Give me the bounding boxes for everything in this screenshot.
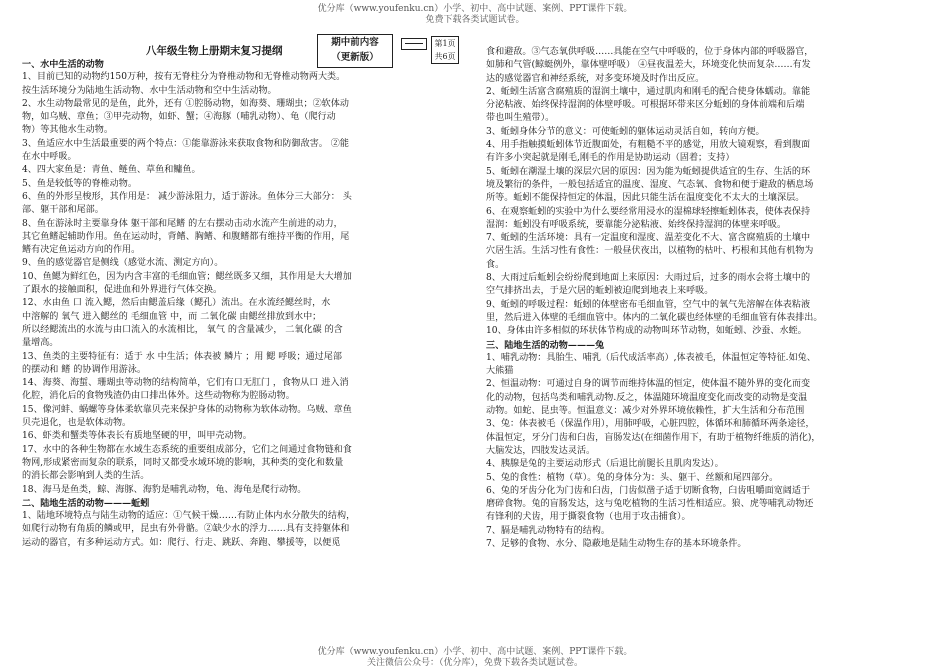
text-line: 18、海马是鱼类，鲸、海豚、海豹是哺乳动物，龟、海龟是爬行动物。	[22, 484, 307, 495]
text-line: 的消长都会影响到人类的生活。	[22, 471, 150, 482]
text-line: 二、陆地生活的动物———蚯蚓	[22, 497, 150, 509]
text-line: 7、膈是哺乳动物特有的结构。	[486, 525, 611, 536]
text-line: 2、恒温动物：可通过自身的调节而维持体温的恒定，使体温不随外界的变化而变	[486, 379, 811, 390]
text-line: 化腔，消化后的食物残渣仍由口排出体外。这些动物称为腔肠动物。	[22, 391, 295, 402]
text-line: 里，然后进入体壁的毛细血管中。体内的二氧化碳也经体壁的毛细血管有体表排出。	[486, 312, 823, 323]
text-line: 带也叫生殖带）。	[486, 113, 555, 124]
text-line: 如爬行动物有角质的鳞或甲，昆虫有外骨骼。②缺少水的浮力……具有支持躯体和	[22, 524, 350, 535]
text-line: 1、目前已知的动物约150万种，按有无脊柱分为脊椎动物和无脊椎动物两大类。	[22, 72, 346, 83]
text-line: 12、水由鱼 口 流入鳃，然后由鳃盖后缘（鳃孔）流出。在水流经鳃丝时，水	[22, 298, 331, 309]
watermark-top-line1: 优分库（www.youfenku.cn）小学、初中、高中试题、案例、PPT课件下载。	[317, 4, 633, 14]
text-line: 1、哺乳动物：具胎生、哺乳（后代成活率高）,体表被毛，体温恒定等特征.如兔、	[486, 352, 816, 363]
text-line: 的摆动和 鳍 的协调作用游泳。	[22, 364, 147, 375]
text-line: 在水中呼吸。	[22, 152, 77, 163]
text-line: 部、躯干部和尾部。	[22, 205, 104, 216]
text-line: 13、鱼类的主要特征有：适于 水 中生活；体表被 鳞片 ；用 鳃 呼吸；通过尾部	[22, 351, 342, 362]
document-title: 八年级生物上册期末复习提纲	[146, 45, 283, 57]
text-line: 物网,形成紧密而复杂的联系，同时又都受水域环境的影响，其种类的变化和数量	[22, 457, 344, 468]
watermark-bottom-line1: 优分库（www.youfenku.cn）小学、初中、高中试题、案例、PPT课件下载。	[317, 647, 633, 657]
text-line: 3、鱼适应水中生活最重要的两个特点：①能靠游泳来获取食物和防御敌害。 ②能	[22, 138, 349, 149]
text-line: 动物。如蛇、昆虫等。恒温意义：减少对外界环境依赖性，扩大生活和分布范围	[486, 406, 805, 417]
text-line: 8、鱼在游泳时主要靠身体 躯干部和尾鳍 的左右摆动击动水流产生前进的动力，	[22, 218, 343, 229]
text-line: 7、足够的食物、水分、隐蔽地是陆生动物生存的基本环境条件。	[486, 538, 747, 549]
text-line: 17、水中的各种生物都在水域生态系统的重要组成部分，它们之间通过食物链和食	[22, 444, 352, 455]
text-line: 按生活环境分为陆地生活动物、水中生活动物和空中生活动物。	[22, 85, 277, 96]
watermark-bottom-line2: 关注微信公众号：（优分库），免费下载各类试题试卷。	[366, 658, 583, 668]
text-line: 1、陆地环境特点与陆生动物的适应：①气候干燥……有防止体内水分散失的结构，	[22, 511, 356, 522]
text-line: 6、在观察蚯蚓的实验中为什么要经常用浸水的湿棉球轻擦蚯蚓体表，使体表保持	[486, 206, 811, 217]
content-scope-line1: 期中前内容	[331, 37, 379, 48]
text-line: 9、蚯蚓的呼吸过程：蚯蚓的体壁密布毛细血管，空气中的氧气先溶解在体表粘液	[486, 299, 811, 310]
text-line: 4、四大家鱼是：青鱼、鲢鱼、草鱼和鳙鱼。	[22, 165, 201, 176]
text-line: 境及繁衍的条件，一般包括适宜的温度、湿度、气态氧、食物和便于避敌的栖息场	[486, 179, 814, 190]
text-line: 化的动物，包括鸟类和哺乳动物.反之，体温随环境温度变化而改变的动物是变温	[486, 392, 808, 403]
text-line: 16、虾类和蟹类等体表长有质地坚硬的甲，叫甲壳动物。	[22, 431, 252, 442]
text-line: 达的感觉器官和神经系统，对多变环境及时作出反应。	[486, 73, 705, 84]
blank-marker-box	[401, 38, 427, 50]
text-line: 6、兔的牙齿分化为门齿和臼齿，门齿似凿子适于切断食物，臼齿咀嚼面宽阔适于	[486, 485, 811, 496]
text-line: 空气排挤出去，于是穴居的蚯蚓被迫爬到地表上来呼吸。	[486, 286, 714, 297]
watermark-top	[0, 4, 950, 26]
text-line: 量增高。	[22, 338, 59, 349]
text-line: 有许多小突起就是刚毛,刚毛的作用是协助运动（固着；支持）	[486, 153, 735, 164]
text-line: 6、鱼的外形呈梭形，其作用是： 减少游泳阻力，适于游泳。鱼体分三大部分： 头	[22, 191, 352, 202]
page-number-current: 第1页	[434, 39, 456, 48]
page-number-total: 共6页	[434, 52, 456, 61]
left-column	[22, 58, 484, 550]
text-line: 贝壳退化，也是软体动物。	[22, 418, 132, 429]
text-line: 大熊猫	[486, 366, 514, 377]
text-line: 5、兔的食性：植物（草）。兔的身体分为：头、躯干、丝额和尾四部分。	[486, 472, 779, 483]
text-line: 9、鱼的感觉器官是侧线（感觉水流、测定方向）。	[22, 258, 224, 269]
text-line: 湿润：蚯蚓没有呼吸系统，要靠能分泌粘液、始终保持湿润的体壁来呼吸。	[486, 219, 787, 230]
text-line: 磨碎食物。兔的盲肠发达，这与兔吃植物的生活习性相适应。狼、虎等哺乳动物还	[486, 499, 814, 510]
text-line: 物）等其他水生动物。	[22, 125, 113, 136]
text-line: 食。	[486, 259, 505, 270]
text-line: 一、水中生活的动物	[22, 59, 104, 70]
text-line: 三、陆地生活的动物———兔	[486, 339, 605, 351]
text-line: 所以经鳃流出的水流与由口流入的水流相比， 氧气 的含量减少， 二氧化碳 的含	[22, 324, 343, 335]
text-line: 穴居生活。生活习性有食性：一般昼伏夜出，以植物的枯叶、朽根和其他有机物为	[486, 246, 814, 257]
text-line: 14、海葵、海蜇、珊瑚虫等动物的结构简单，它们有口无肛门 ，食物从口 进入消	[22, 378, 349, 389]
text-line: 体温恒定，牙分门齿和臼齿，盲肠发达(在细菌作用下，有助于植物纤维质的消化)，	[486, 432, 821, 443]
text-line: 分泌粘液、始终保持湿润的体壁呼吸。可根据环带来区分蚯蚓的身体前端和后端	[486, 100, 805, 111]
text-line: 15、像河蚌、蜗螺等身体柔软靠贝壳来保护身体的动物称为软体动物。乌贼、章鱼	[22, 404, 352, 415]
content-scope-line2: （更新版）	[331, 52, 379, 63]
text-line: 有锋利的犬齿，用于撕裂食物（也用于攻击捕食）。	[486, 512, 691, 523]
text-line: 5、鱼是较低等的脊椎动物。	[22, 178, 137, 189]
watermark-top-line2: 免费下载各类试题试卷。	[425, 15, 525, 25]
text-line: 了跟水的接触面积，促进血和外界进行气体交换。	[22, 285, 223, 296]
text-line: 2、水生动物最常见的是鱼，此外，还有 ①腔肠动物，如海葵、珊瑚虫；②软体动	[22, 98, 349, 109]
text-line: 中溶解的 氧气 进入鳃丝的 毛细血管 中，而 二氧化碳 由鳃丝排放到水中；	[22, 311, 322, 322]
text-line: 7、蚯蚓的生活环境：具有一定温度和湿度、温差变化不大、富含腐殖质的土壤中	[486, 233, 811, 244]
text-line: 5、蚯蚓在潮湿土壤的深层穴居的原因：因为能为蚯蚓提供适宜的生存、生活的环	[486, 166, 811, 177]
text-line: 4、胰腺是兔的主要运动形式（后退比前腿长且肌肉发达）。	[486, 459, 724, 470]
text-line: 所等。蚯蚓不能保持恒定的体温，因此只能生活在温度变化不太大的土壤深层。	[486, 193, 805, 204]
text-line: 食和避敌。③气态氧供呼吸……具能在空气中呼吸的，位于身体内部的呼吸器官，	[486, 47, 814, 57]
text-line: 3、兔：体表被毛（保温作用），用肺呼吸，心脏四腔，体循环和肺循环两条途径，	[486, 419, 815, 430]
text-line: 3、蚯蚓身体分节的意义：可使蚯蚓的躯体运动灵活自如，转向方便。	[486, 126, 765, 137]
text-line: 其它鱼鳍起辅助作用。鱼在运动时，背鳍、胸鳍、和腹鳍都有维持平衡的作用，尾	[22, 231, 350, 242]
right-column	[486, 46, 932, 551]
watermark-bottom	[0, 647, 950, 669]
text-line: 10、鱼鳃为鲜红色，因为内含丰富的毛细血管；鳃丝既多又细，其作用是大大增加	[22, 271, 352, 282]
text-line: 大脑发达，四肢发达灵活。	[486, 445, 596, 456]
text-line: 鳍有决定鱼运动方向的作用。	[22, 245, 141, 256]
text-line: 10、身体由许多相似的环状体节构成的动物叫环节动物，如蚯蚓、沙蚕、水蛭。	[486, 326, 807, 337]
text-line: 运动的器官，有多种运动方式。如：爬行、行走、跳跃、奔跑、攀援等，以便觅	[22, 537, 341, 548]
text-line: 物，如乌贼、章鱼；③甲壳动物，如虾、蟹；④海豚（哺乳动物）、龟（爬行动	[22, 112, 336, 123]
text-line: 4、用手指触摸蚯蚓体节近腹面处，有粗糙不平的感觉，用放大镜观察，看到腹面	[486, 140, 811, 151]
text-line: 8、大雨过后蚯蚓会纷纷爬到地面上来原因：大雨过后，过多的雨水会将土壤中的	[486, 273, 811, 284]
text-line: 2、蚯蚓生活富含腐殖质的湿润土壤中，通过肌肉和刚毛的配合使身体蠕动。靠能	[486, 86, 811, 97]
text-line: 如肺和气管(鲸蜓例外，靠体壁呼吸） ④昼夜温差大，环境变化快而复杂……有发	[486, 60, 811, 71]
